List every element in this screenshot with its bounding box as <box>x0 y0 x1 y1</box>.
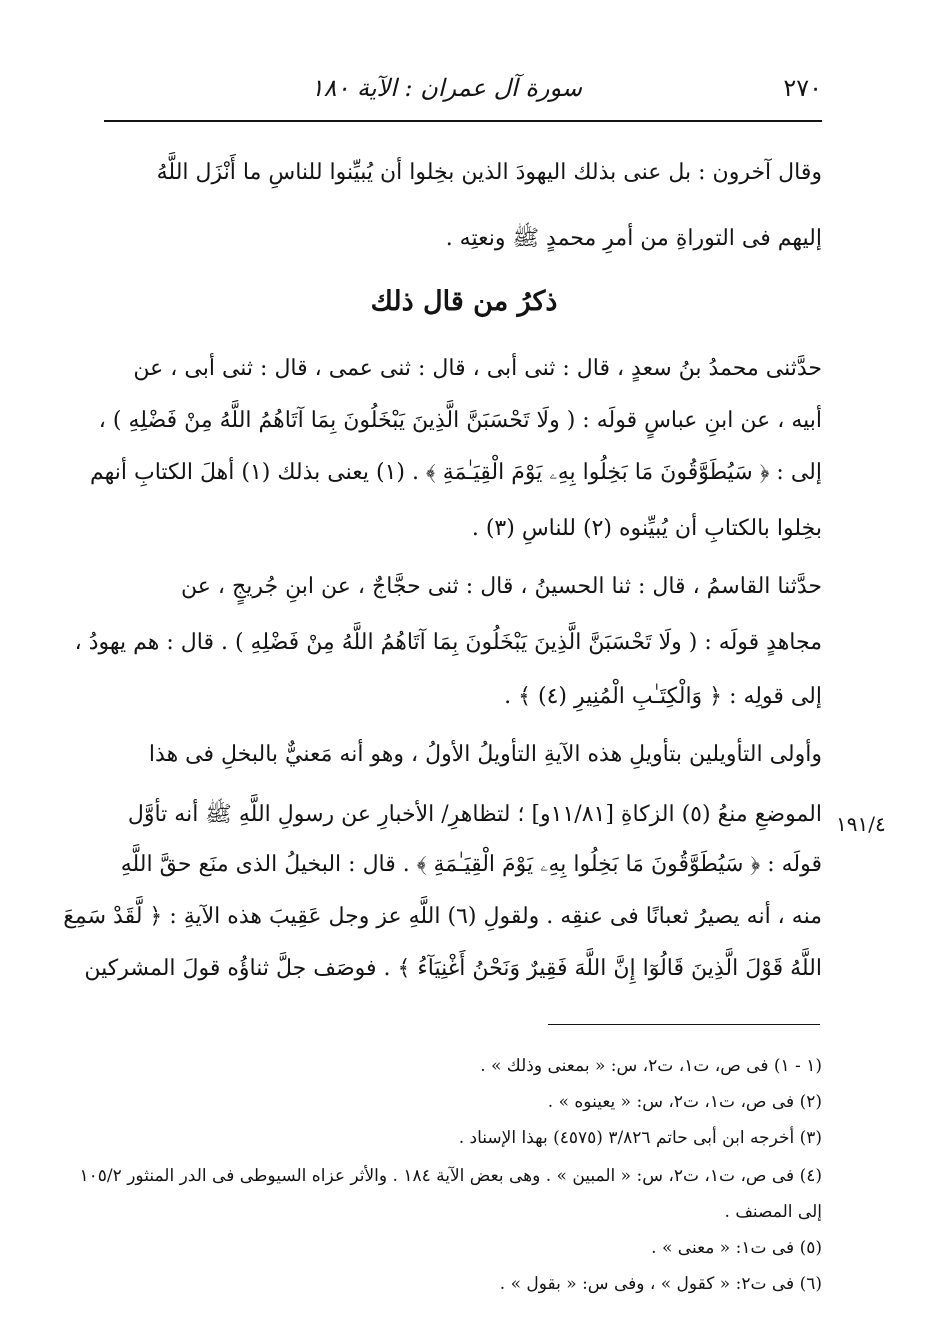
page-header <box>110 70 822 110</box>
text-line: اللَّهُ قَوْلَ الَّذِينَ قَالُوٓا إِنَّ اللَّهَ فَقِيرٌ وَنَحْنُ أَغْنِيَآءُ ﴾ . فوصَف جلَّ ثناؤُه قولَ المشركين <box>84 956 822 981</box>
footnote: (٢) فى ص، ت١، ت٢، س: « يعينوه » . <box>547 1092 822 1112</box>
footnote: إلى المصنف . <box>724 1202 822 1222</box>
footnote: (٣) أخرجه ابن أبى حاتم ٣/٨٢٦ (٤٥٧٥) بهذا الإسناد . <box>458 1128 822 1148</box>
footnote: (٤) فى ص، ت١، ت٢، س: « المبين » . وهى بعض الآية ١٨٤ . والأثر عزاه السيوطى فى الدر المنثور ١٠٥/٢ <box>79 1166 822 1186</box>
running-title: سورة آل عمران : الآية ١٨٠ <box>310 74 582 102</box>
footnote: (٥) فى ت١: « معنى » . <box>651 1238 822 1258</box>
footnote: (١ - ١) فى ص، ت١، ت٢، س: « بمعنى وذلك » . <box>480 1056 822 1076</box>
text-line: إليهم فى التوراةِ من أمرِ محمدٍ ﷺ ونعتِه . <box>445 226 822 251</box>
text-line: إلى قولِه : ﴿ وَالْكِتَـٰبِ الْمُنِيرِ (٤) ﴾ . <box>504 684 822 709</box>
text-line: إلى : ﴿ سَيُطَوَّقُونَ مَا بَخِلُوا بِهِۦ يَوْمَ الْقِيَـٰمَةِ ﴾ . (١) يعنى بذلك (١) أهلَ الكتابِ أنهم <box>89 460 822 485</box>
margin-reference: ١٩١/٤ <box>836 812 886 836</box>
text-line: وأولى التأويلين بتأويلِ هذه الآيةِ التأويلُ الأولُ ، وهو أنه مَعنيٌّ بالبخلِ فى هذا <box>148 742 822 767</box>
section-heading: ذكرُ من قال ذلك <box>370 286 558 317</box>
text-line: وقال آخرون : بل عنى بذلك اليهودَ الذين بخِلوا أن يُبيِّنوا للناسِ ما أَنْزَل اللَّهُ <box>156 160 822 185</box>
page-number: ٢٧٠ <box>783 74 822 102</box>
text-line: حدَّثنا القاسمُ ، قال : ثنا الحسينُ ، قال : ثنى حجَّاجٌ ، عن ابنِ جُريجٍ ، عن <box>181 574 822 599</box>
text-line: الموضعِ منعُ (٥) الزكاةِ [١١/٨١و] ؛ لتظاهرِ/ الأخبارِ عن رسولِ اللَّهِ ﷺ أنه تأوَّل <box>127 802 822 827</box>
text-line: قولَه : ﴿ سَيُطَوَّقُونَ مَا بَخِلُوا بِهِۦ يَوْمَ الْقِيَـٰمَةِ ﴾ . قال : البخيلُ الذى منَع حقَّ اللَّهِ <box>120 852 822 877</box>
footnote: (٦) فى ت٢: « كقول » ، وفى س: « بقول » . <box>499 1274 822 1294</box>
text-line: مجاهدٍ قولَه : ( ولَا تَحْسَبَنَّ الَّذِينَ يَبْخَلُونَ بِمَا آتَاهُمُ اللَّهُ مِنْ فَضْلِهِ ) . قال : هم يهودُ ، <box>74 630 822 655</box>
text-line: منه ، أنه يصيرُ ثعبانًا فى عنقِه . ولقولِ (٦) اللَّهِ عز وجل عَقِيبَ هذه الآيةِ : ﴿ لَّقَدْ سَمِعَ <box>63 904 822 929</box>
text-line: بخِلوا بالكتابِ أن يُبيِّنوه (٢) للناسِ (٣) . <box>471 516 822 541</box>
text-line: أبيه ، عن ابنِ عباسٍ قولَه : ( ولَا تَحْسَبَنَّ الَّذِينَ يَبْخَلُونَ بِمَا آتَاهُمُ اللَّهُ مِنْ فَضْلِهِ ) ، <box>98 408 822 433</box>
footnote-rule <box>548 1024 820 1025</box>
text-line: حدَّثنى محمدُ بنُ سعدٍ ، قال : ثنى أبى ، قال : ثنى عمى ، قال : ثنى أبى ، عن <box>133 356 822 381</box>
header-rule <box>104 120 822 122</box>
